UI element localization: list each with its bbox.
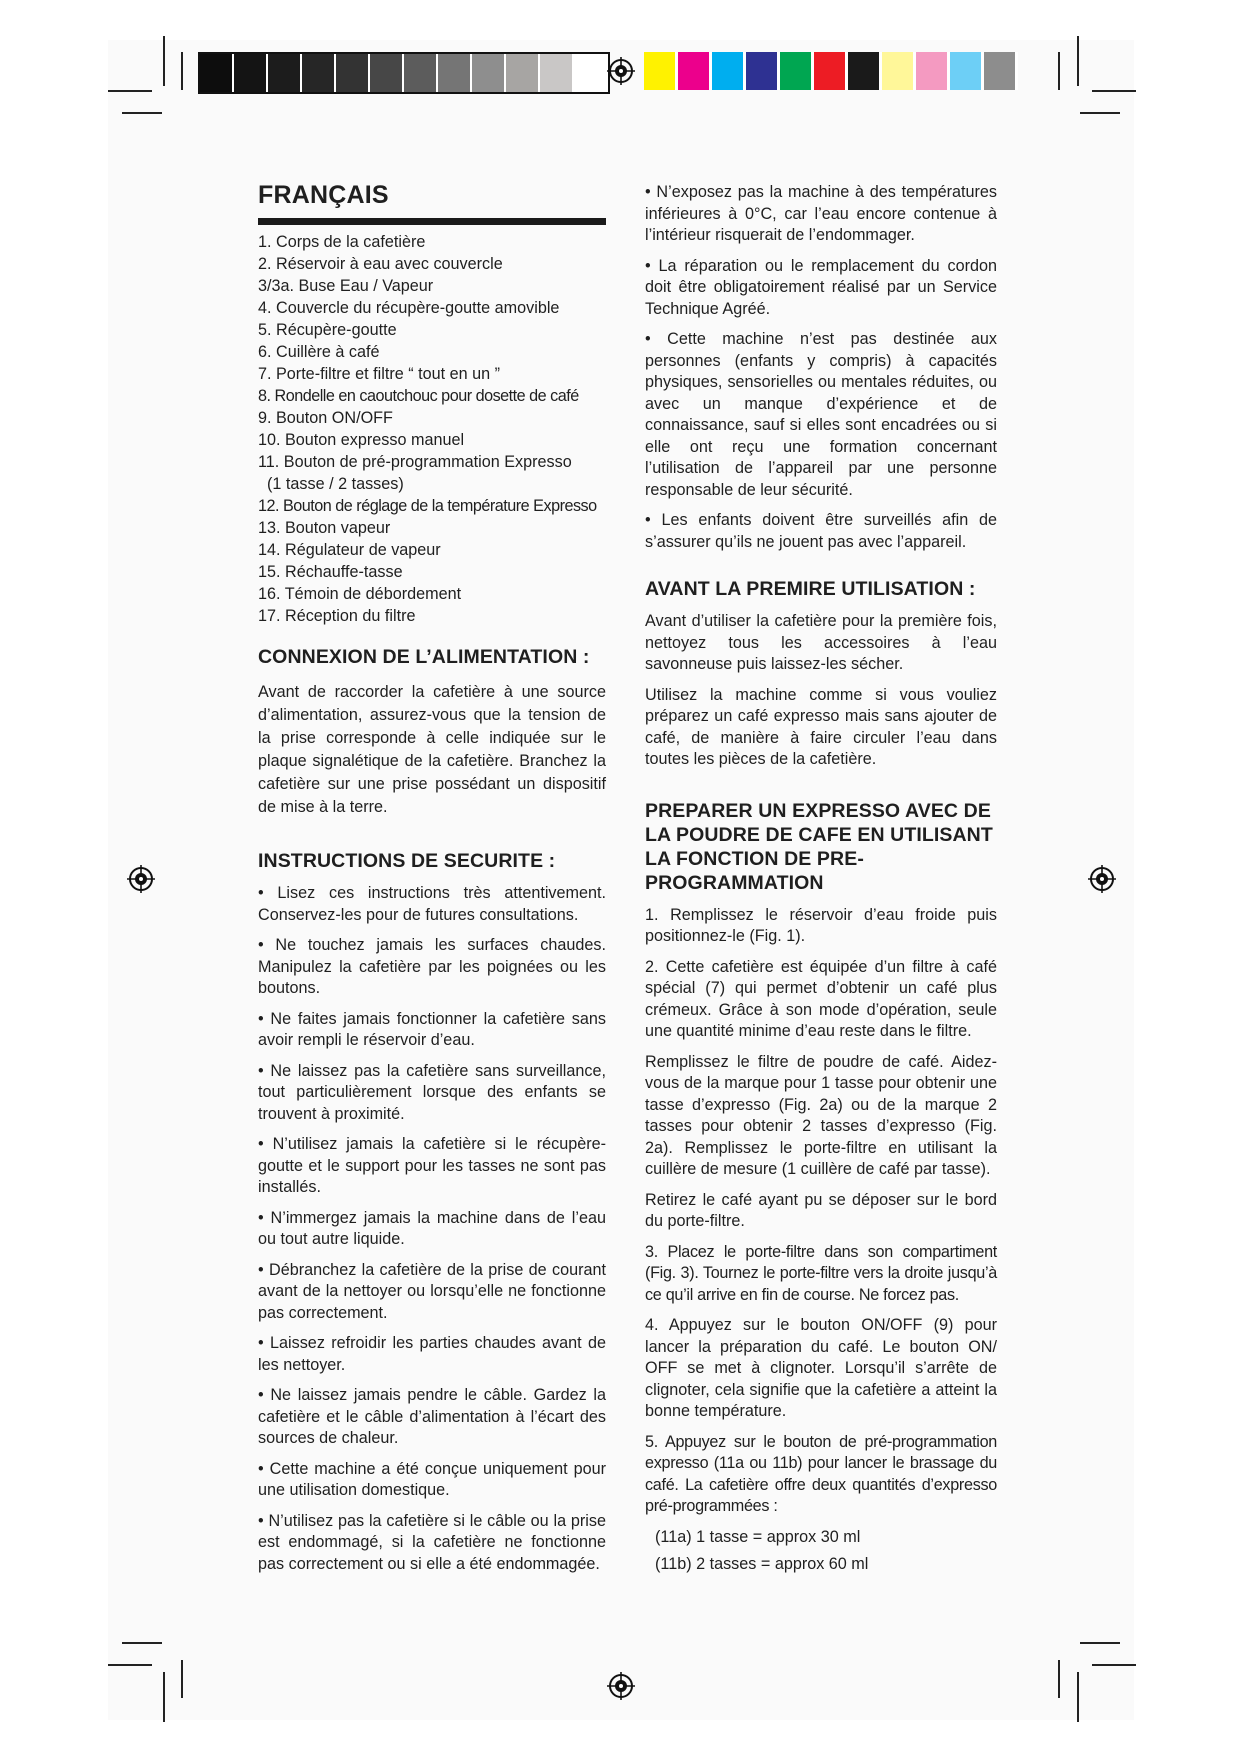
color-swatch [438,54,472,92]
cmyk-colorbar [644,52,1018,90]
grayscale-colorbar [198,52,610,94]
safety-bullet: • Lisez ces instructions très attentivement. Conservez-les pour de futures consultations. [258,884,606,924]
color-swatch [916,52,950,90]
color-swatch [814,52,848,90]
safety-bullet: • La réparation ou le remplacement du cordon doit être obligatoirement réalisé par un Service Technique Agréé. [645,256,997,318]
parts-list-item: 10. Bouton expresso manuel [258,431,465,449]
safety-bullet: • Ne touchez jamais les surfaces chaudes. Manipulez la cafetière par les poignées ou les boutons. [258,936,606,997]
safety-bullet: • Ne laissez pas la cafetière sans surveillance, tout particulièrement lorsque des enfants se trouvent à proximité. [258,1061,606,1123]
color-swatch [370,54,404,92]
registration-mark-icon [1088,865,1116,893]
parts-list-item: 8. Rondelle en caoutchouc pour dosette de café [258,387,579,405]
safety-bullet: • Ne laissez jamais pendre le câble. Gardez la cafetière et le câble d’alimentation à l’écart des sources de chaleur. [258,1386,606,1447]
color-swatch [234,54,268,92]
parts-list-item: 11. Bouton de pré-programmation Expresso [258,453,572,471]
color-swatch [678,52,712,90]
safety-bullet: • Les enfants doivent être surveillés afin de s’assurer qu’ils ne jouent pas avec l’appareil. [645,511,997,551]
parts-list-item: 14. Régulateur de vapeur [258,541,441,559]
color-swatch [200,54,234,92]
instruction-step: 4. Appuyez sur le bouton ON/OFF (9) pour lancer la préparation du café. Le bouton ON/ OFF se met à clignoter. Lorsqu’il s’arrête de clignoter, cela signifie que la cafetière a atteint la bonne température. [645,1316,997,1420]
color-swatch [540,54,574,92]
color-swatch [984,52,1018,90]
crop-mark [1058,52,1060,90]
color-swatch [882,52,916,90]
parts-list-item: 3/3a. Buse Eau / Vapeur [258,277,434,295]
crop-mark [181,52,183,90]
color-swatch [848,52,882,90]
language-title: FRANÇAIS [258,181,389,209]
parts-list-item: 13. Bouton vapeur [258,519,391,537]
crop-mark [1077,36,1079,86]
safety-bullet: • Cette machine n’est pas destinée aux personnes (enfants y compris) à capacités physiques, sensorielles ou mentales réduites, ou avec un manque d’expérience et de connaissance, sauf si elles sont encadrées ou si elle ont reçu une formation concernant l’utilisation de l’appareil par une personne responsable de leur sécurité. [645,330,997,499]
crop-mark [122,112,162,114]
parts-list-item: 15. Réchauffe-tasse [258,563,403,581]
crop-mark [1092,90,1136,92]
instruction-step: 2. Cette cafetière est équipée d’un filtre à café spécial (7) qui permet d’obtenir un café plus crémeux. Grâce à son mode d’opération, seule une quantité minime d’eau reste dans le filtre. [645,957,997,1040]
color-swatch [302,54,336,92]
safety-bullet: • N’utilisez jamais la cafetière si le récupère-goutte et le support pour les tasses ne sont pas installés. [258,1135,606,1196]
parts-list-item: 16. Témoin de débordement [258,585,462,603]
securite-heading: INSTRUCTIONS DE SECURITE : [258,850,556,872]
color-swatch [336,54,370,92]
color-swatch [506,54,540,92]
color-swatch [712,52,746,90]
amount-line: (11b) 2 tasses = approx 60 ml [655,1555,869,1573]
avant-paragraph: Utilisez la machine comme si vous vouliez préparez un café expresso mais sans ajouter de café, de manière à faire circuler l’eau dans toutes les pièces de la cafetière. [645,685,997,768]
amount-line: (11a) 1 tasse = approx 30 ml [655,1527,861,1546]
parts-list-item: 1. Corps de la cafetière [258,233,426,251]
connexion-paragraph: Avant de raccorder la cafetière à une source d’alimentation, assurez-vous que la tension de la prise corresponde à celle indiquée sur le plaque signalétique de la cafetière. Branchez la cafetière sur une prise possédant un dispositif de mise à la terre. [258,683,606,816]
parts-list-item: 4. Couvercle du récupère-goutte amovible [258,299,560,317]
preparer-heading: PREPARER UN EXPRESSO AVEC DE LA POUDRE DE CAFE EN UTILISANT LA FONCTION DE PRE-PROGRAMMATION [645,799,993,894]
registration-mark-icon [127,865,155,893]
instruction-step: 5. Appuyez sur le bouton de pré-programmation expresso (11a ou 11b) pour lancer le brassage du café. La cafetière offre deux quantités d’expresso pré-programmées : [645,1432,997,1515]
right-column [645,182,997,1576]
crop-mark [163,1672,165,1722]
instruction-step: Remplissez le filtre de poudre de café. Aidez-vous de la marque pour 1 tasse pour obtenir une tasse d’expresso (Fig. 2a) ou de la marque 2 tasses pour obtenir 2 tasses d’expresso (Fig. 2a). Remplissez le porte-filtre en utilisant la cuillère de mesure (1 cuillère de café par tasse). [645,1052,997,1178]
color-swatch [950,52,984,90]
color-swatch [574,54,608,92]
parts-list-item: (1 tasse / 2 tasses) [267,475,404,493]
crop-mark [163,36,165,86]
parts-list-item: 9. Bouton ON/OFF [258,409,393,427]
crop-mark [108,1664,152,1666]
avant-heading: AVANT LA PREMIRE UTILISATION : [645,578,976,600]
crop-mark [1077,1672,1079,1722]
color-swatch [780,52,814,90]
safety-bullet: • N’utilisez pas la cafetière si le câble ou la prise est endommagé, si la cafetière ne fonctionne pas correctement ou si elle a été endommagée. [258,1511,606,1573]
instruction-step: Retirez le café ayant pu se déposer sur le bord du porte-filtre. [645,1190,997,1230]
safety-bullet: • Ne faites jamais fonctionner la cafetière sans avoir rempli le réservoir d’eau. [258,1009,606,1049]
instruction-step: 3. Placez le porte-filtre dans son compartiment (Fig. 3). Tournez le porte-filtre vers la droite jusqu’à ce qu’il arrive en fin de course. Ne forcez pas. [645,1242,997,1304]
safety-bullet: • Cette machine a été conçue uniquement pour une utilisation domestique. [258,1459,606,1499]
color-swatch [404,54,438,92]
parts-list-item: 7. Porte-filtre et filtre “ tout en un ” [258,365,501,383]
parts-list-item: 6. Cuillère à café [258,343,380,361]
crop-mark [181,1660,183,1698]
crop-mark [1080,112,1120,114]
connexion-heading: CONNEXION DE L’ALIMENTATION : [258,646,590,668]
color-swatch [746,52,780,90]
registration-mark-icon [607,1672,635,1700]
safety-bullet: • Laissez refroidir les parties chaudes avant de les nettoyer. [258,1334,606,1374]
parts-list [258,231,606,627]
avant-paragraph: Avant d’utiliser la cafetière pour la première fois, nettoyez tous les accessoires à l’eau savonneuse puis laissez-les sécher. [645,612,997,673]
crop-mark [1092,1664,1136,1666]
crop-mark [122,1642,162,1644]
title-rule [258,218,606,225]
color-swatch [644,52,678,90]
safety-bullet: • Débranchez la cafetière de la prise de courant avant de la nettoyer ou lorsqu’elle ne fonctionne pas correctement. [258,1260,606,1322]
registration-mark-icon [607,57,635,85]
left-column [258,180,606,1584]
parts-list-item: 2. Réservoir à eau avec couvercle [258,255,503,273]
color-swatch [268,54,302,92]
crop-mark [108,90,152,92]
safety-bullet: • N’exposez pas la machine à des températures inférieures à 0°C, car l’eau encore contenue à l’intérieur risquerait de l’endommager. [645,183,997,244]
parts-list-item: 12. Bouton de réglage de la température Expresso [258,497,597,515]
color-swatch [472,54,506,92]
safety-bullet: • N’immergez jamais la machine dans de l’eau ou tout autre liquide. [258,1208,606,1248]
crop-mark [1080,1642,1120,1644]
instruction-step: 1. Remplissez le réservoir d’eau froide puis positionnez-le (Fig. 1). [645,905,997,945]
crop-mark [1058,1660,1060,1698]
parts-list-item: 5. Récupère-goutte [258,321,397,339]
parts-list-item: 17. Réception du filtre [258,607,416,625]
